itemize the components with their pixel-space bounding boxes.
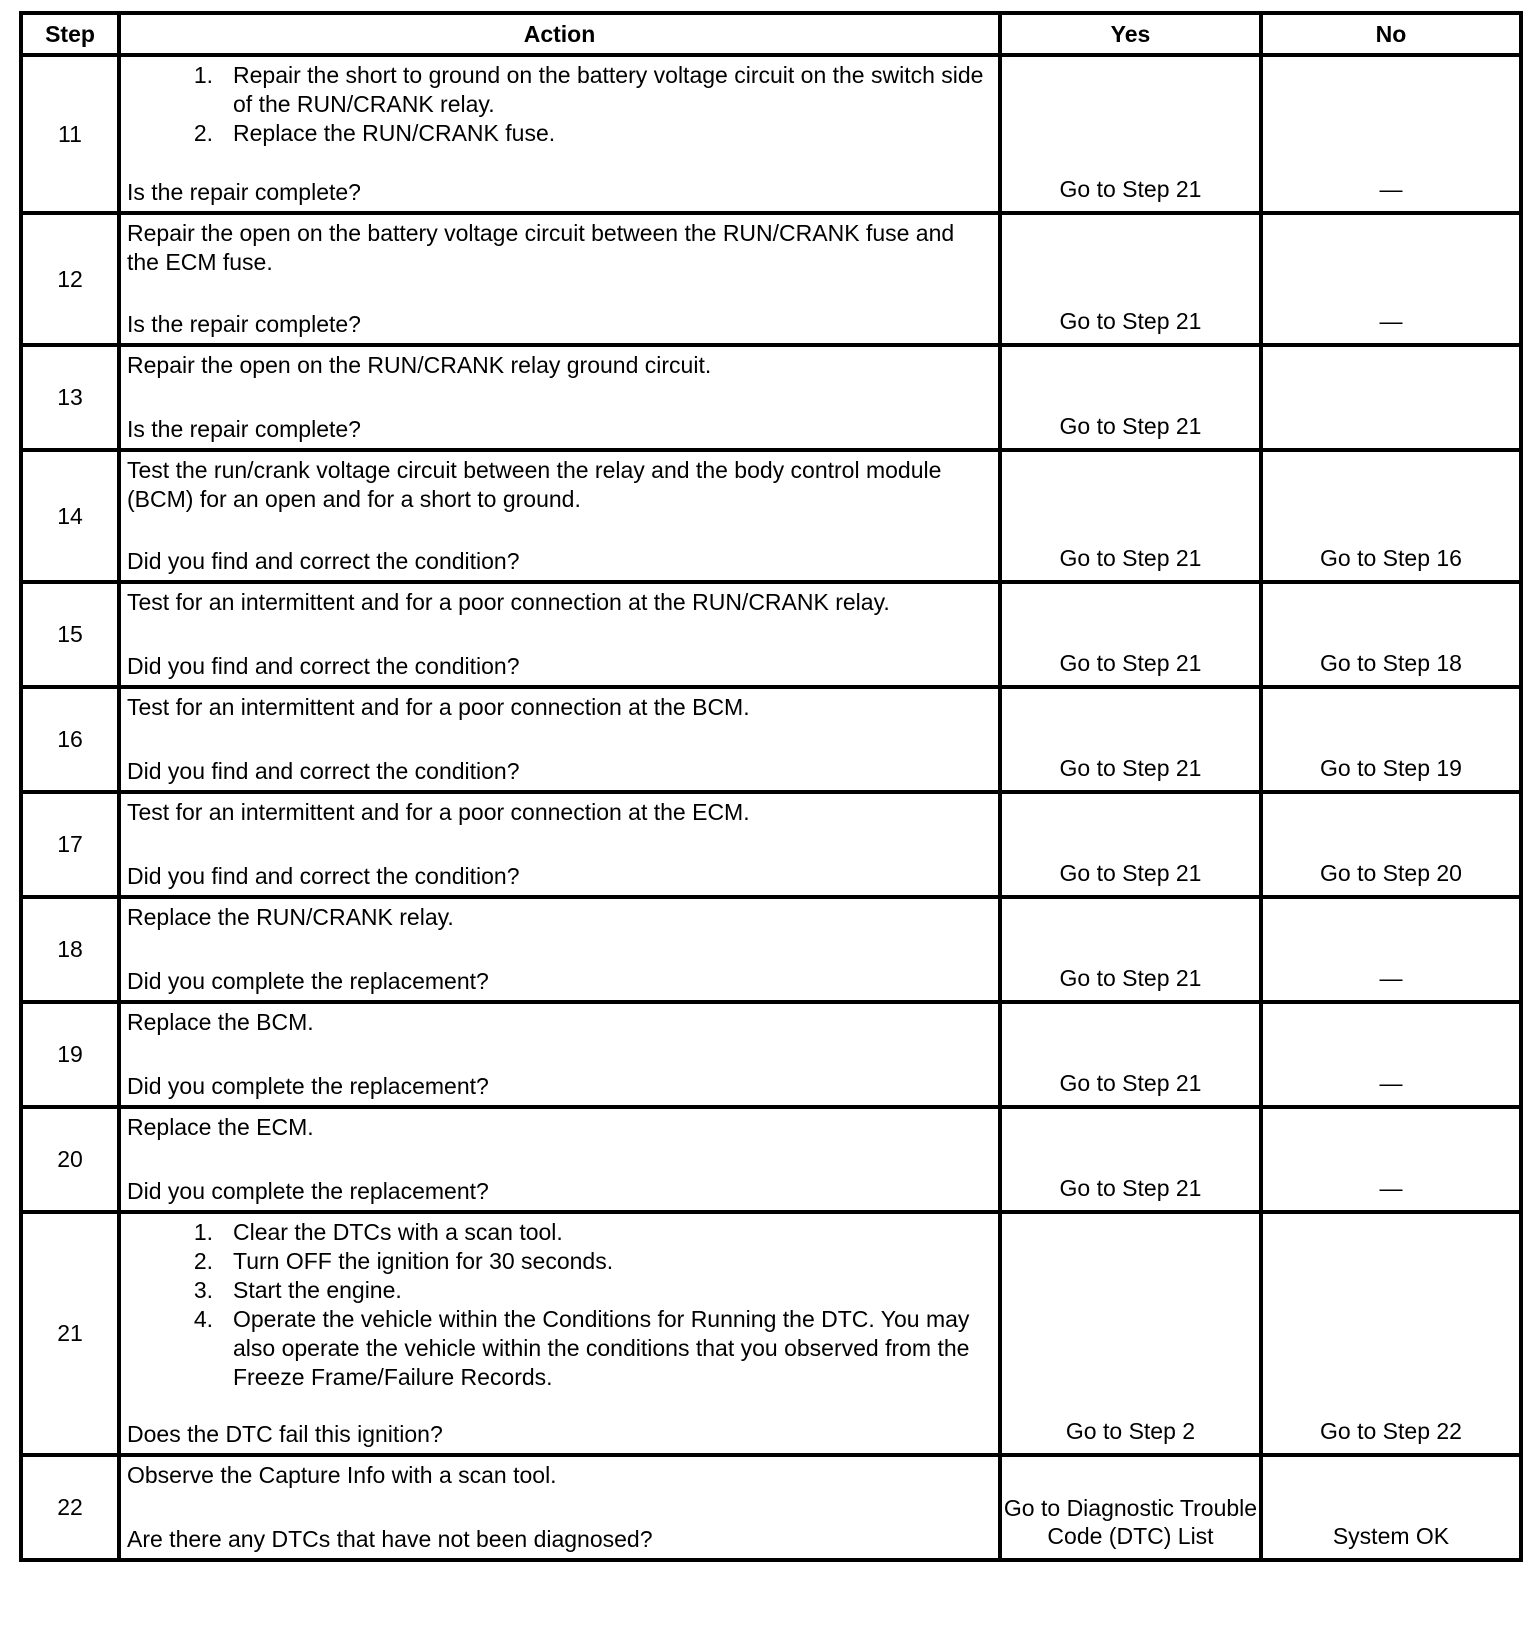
yes-cell <box>1000 792 1261 897</box>
action-instructions <box>127 798 992 827</box>
header-action: Action <box>119 13 1000 55</box>
no-outcome: System OK <box>1332 1523 1450 1549</box>
step-number: 21 <box>21 1212 119 1455</box>
yes-outcome: Go to Step 21 <box>1059 545 1202 571</box>
step-number: 22 <box>21 1455 119 1560</box>
table-row <box>21 213 1521 345</box>
no-cell <box>1261 345 1521 450</box>
yes-cell <box>1000 897 1261 1002</box>
no-outcome: Go to Step 19 <box>1320 755 1462 781</box>
action-instructions <box>127 903 992 932</box>
substep-number: 4. <box>193 1306 213 1332</box>
no-cell <box>1261 1455 1521 1560</box>
no-outcome: Go to Step 22 <box>1320 1418 1462 1444</box>
table-row <box>21 582 1521 687</box>
action-instructions <box>127 1218 992 1392</box>
yes-cell <box>1000 1107 1261 1212</box>
step-number: 20 <box>21 1107 119 1212</box>
header-row <box>21 13 1521 55</box>
action-cell <box>119 1212 1000 1455</box>
action-instructions <box>127 61 992 148</box>
substep-number: 3. <box>193 1277 213 1303</box>
question-text: Did you find and correct the condition? <box>127 653 520 679</box>
instruction-text: Test for an intermittent and for a poor connection at the RUN/CRANK relay. <box>127 589 890 615</box>
yes-outcome: Go to Step 21 <box>1059 650 1202 676</box>
list-item <box>127 1247 992 1276</box>
action-instructions <box>127 219 992 277</box>
step-number: 13 <box>21 345 119 450</box>
action-content <box>121 689 998 790</box>
table-row <box>21 1212 1521 1455</box>
table-body <box>21 55 1521 1560</box>
yes-cell <box>1000 687 1261 792</box>
action-cell <box>119 582 1000 687</box>
action-cell <box>119 1107 1000 1212</box>
substep-text: Turn OFF the ignition for 30 seconds. <box>233 1248 614 1274</box>
action-content <box>121 794 998 895</box>
step-number: 11 <box>21 55 119 213</box>
no-cell <box>1261 213 1521 345</box>
substep-number: 1. <box>193 62 213 88</box>
yes-cell <box>1000 1212 1261 1455</box>
action-instructions <box>127 1461 992 1490</box>
substep-number: 1. <box>193 1219 213 1245</box>
no-cell <box>1261 792 1521 897</box>
action-content <box>121 1457 998 1558</box>
yes-outcome: Go to Step 21 <box>1059 860 1202 886</box>
diagnostic-table <box>19 11 1523 1562</box>
substep-text: Clear the DTCs with a scan tool. <box>233 1219 563 1245</box>
action-instructions <box>127 456 992 514</box>
step-number: 15 <box>21 582 119 687</box>
no-outcome: Go to Step 20 <box>1320 860 1462 886</box>
step-number: 16 <box>21 687 119 792</box>
substep-text: Operate the vehicle within the Conditions for Running the DTC. You may also operate the vehicle within the conditions that you observed from the Freeze Frame/Failure Records. <box>233 1306 970 1390</box>
action-cell <box>119 687 1000 792</box>
action-cell <box>119 792 1000 897</box>
substep-text: Repair the short to ground on the battery voltage circuit on the switch side of the RUN/CRANK relay. <box>233 62 984 117</box>
table-row <box>21 687 1521 792</box>
substep-text: Replace the RUN/CRANK fuse. <box>233 120 556 146</box>
question-text: Is the repair complete? <box>127 179 361 205</box>
no-outcome: Go to Step 18 <box>1320 650 1462 676</box>
yes-outcome: Go to Step 21 <box>1059 308 1202 334</box>
instruction-text: Repair the open on the RUN/CRANK relay ground circuit. <box>127 352 712 378</box>
substep-number: 2. <box>193 120 213 146</box>
action-instructions <box>127 693 992 722</box>
no-cell <box>1261 582 1521 687</box>
action-content <box>121 347 998 448</box>
action-cell <box>119 450 1000 582</box>
instruction-text: Replace the ECM. <box>127 1114 314 1140</box>
no-cell <box>1261 450 1521 582</box>
header-step: Step <box>21 13 119 55</box>
action-content <box>121 215 998 343</box>
no-outcome: — <box>1379 176 1403 202</box>
substep-text: Start the engine. <box>233 1277 402 1303</box>
table-row <box>21 1107 1521 1212</box>
header-no: No <box>1261 13 1521 55</box>
step-number: 18 <box>21 897 119 1002</box>
action-instructions <box>127 1008 992 1037</box>
instruction-text: Replace the BCM. <box>127 1009 314 1035</box>
instruction-text: Observe the Capture Info with a scan tool. <box>127 1462 557 1488</box>
question-text: Did you find and correct the condition? <box>127 758 520 784</box>
action-instructions <box>127 351 992 380</box>
header-yes: Yes <box>1000 13 1261 55</box>
step-number: 14 <box>21 450 119 582</box>
table-row <box>21 897 1521 1002</box>
yes-outcome: Go to Step 2 <box>1065 1418 1196 1444</box>
instruction-text: Replace the RUN/CRANK relay. <box>127 904 454 930</box>
list-item <box>127 119 992 148</box>
no-outcome: Go to Step 16 <box>1320 545 1462 571</box>
step-number: 17 <box>21 792 119 897</box>
question-text: Did you complete the replacement? <box>127 968 489 994</box>
yes-cell <box>1000 345 1261 450</box>
action-cell <box>119 55 1000 213</box>
action-content <box>121 584 998 685</box>
question-text: Did you complete the replacement? <box>127 1073 489 1099</box>
instruction-text: Test for an intermittent and for a poor connection at the ECM. <box>127 799 750 825</box>
no-cell <box>1261 897 1521 1002</box>
substep-number: 2. <box>193 1248 213 1274</box>
no-outcome: — <box>1379 1070 1403 1096</box>
table-row <box>21 450 1521 582</box>
action-content <box>121 899 998 1000</box>
action-content <box>121 57 998 211</box>
step-number: 19 <box>21 1002 119 1107</box>
table-row <box>21 1002 1521 1107</box>
table-row <box>21 1455 1521 1560</box>
action-instructions <box>127 1113 992 1142</box>
yes-outcome: Go to Step 21 <box>1059 1175 1202 1201</box>
list-item <box>127 1305 992 1392</box>
question-text: Does the DTC fail this ignition? <box>127 1421 443 1447</box>
yes-outcome: Go to Step 21 <box>1059 1070 1202 1096</box>
list-item <box>127 1218 992 1247</box>
action-instructions <box>127 588 992 617</box>
list-item <box>127 1276 992 1305</box>
table-row <box>21 345 1521 450</box>
yes-cell <box>1000 213 1261 345</box>
no-outcome <box>1263 440 1519 444</box>
instruction-text: Test for an intermittent and for a poor connection at the BCM. <box>127 694 750 720</box>
action-cell <box>119 345 1000 450</box>
action-content <box>121 1109 998 1210</box>
no-cell <box>1261 687 1521 792</box>
yes-cell <box>1000 582 1261 687</box>
table-row <box>21 55 1521 213</box>
action-content <box>121 1214 998 1453</box>
action-cell <box>119 897 1000 1002</box>
yes-cell <box>1000 1455 1261 1560</box>
yes-cell <box>1000 55 1261 213</box>
yes-outcome: Go to Step 21 <box>1059 176 1202 202</box>
question-text: Did you find and correct the condition? <box>127 548 520 574</box>
question-text: Did you find and correct the condition? <box>127 863 520 889</box>
question-text: Is the repair complete? <box>127 311 361 337</box>
yes-cell <box>1000 450 1261 582</box>
step-number: 12 <box>21 213 119 345</box>
no-outcome: — <box>1379 965 1403 991</box>
action-cell <box>119 1455 1000 1560</box>
question-text: Are there any DTCs that have not been diagnosed? <box>127 1526 653 1552</box>
list-item <box>127 61 992 119</box>
action-content <box>121 1004 998 1105</box>
table-row <box>21 792 1521 897</box>
substep-list <box>127 1218 992 1392</box>
yes-outcome: Go to Step 21 <box>1059 413 1202 439</box>
substep-list <box>127 61 992 148</box>
yes-cell <box>1000 1002 1261 1107</box>
action-cell <box>119 213 1000 345</box>
action-content <box>121 452 998 580</box>
instruction-text: Test the run/crank voltage circuit between the relay and the body control module (BCM) for an open and for a short to ground. <box>127 457 942 512</box>
action-cell <box>119 1002 1000 1107</box>
no-outcome: — <box>1379 308 1403 334</box>
no-cell <box>1261 55 1521 213</box>
instruction-text: Repair the open on the battery voltage circuit between the RUN/CRANK fuse and the ECM fuse. <box>127 220 955 275</box>
yes-outcome: Go to Diagnostic Trouble Code (DTC) List <box>1003 1495 1258 1549</box>
no-cell <box>1261 1002 1521 1107</box>
yes-outcome: Go to Step 21 <box>1059 965 1202 991</box>
question-text: Did you complete the replacement? <box>127 1178 489 1204</box>
no-cell <box>1261 1212 1521 1455</box>
yes-outcome: Go to Step 21 <box>1059 755 1202 781</box>
no-cell <box>1261 1107 1521 1212</box>
question-text: Is the repair complete? <box>127 416 361 442</box>
no-outcome: — <box>1379 1175 1403 1201</box>
